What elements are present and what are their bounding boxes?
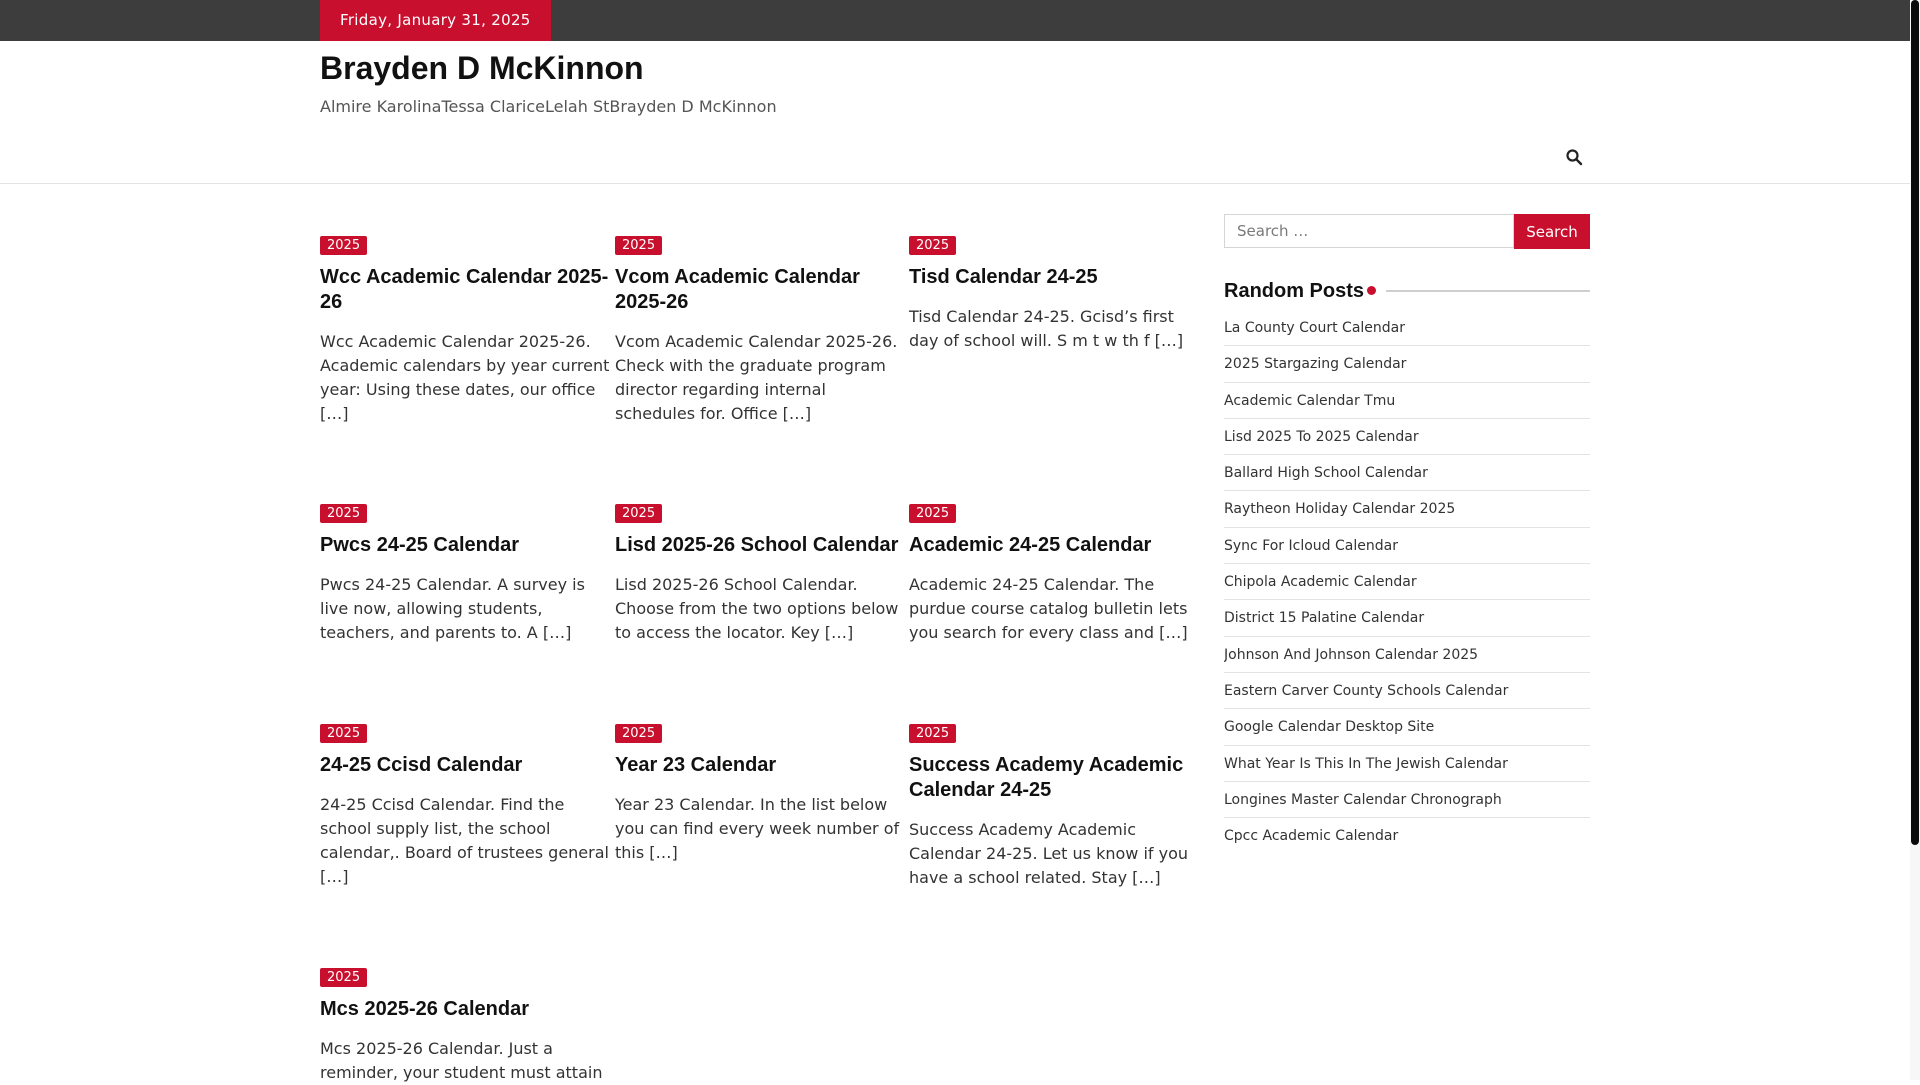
scrollbar-thumb[interactable]: [1911, 0, 1919, 845]
random-post-link[interactable]: La County Court Calendar: [1224, 310, 1590, 346]
post-excerpt: Year 23 Calendar. In the list below you can find every week number of this […]: [615, 795, 900, 862]
heading-dot-decoration: [1367, 286, 1376, 295]
post-excerpt: 24-25 Ccisd Calendar. Find the school supply list, the school calendar,. Board of trustees general […]: [320, 795, 609, 886]
category-badge[interactable]: 2025: [909, 504, 956, 523]
category-badge[interactable]: 2025: [909, 724, 956, 743]
post-card: [320, 722, 610, 889]
category-badge[interactable]: 2025: [615, 504, 662, 523]
random-post-link[interactable]: District 15 Palatine Calendar: [1224, 600, 1590, 636]
category-badge[interactable]: 2025: [615, 236, 662, 255]
category-badge[interactable]: 2025: [615, 724, 662, 743]
random-post-link[interactable]: Google Calendar Desktop Site: [1224, 709, 1590, 745]
random-post-link[interactable]: 2025 Stargazing Calendar: [1224, 346, 1590, 382]
post-title[interactable]: Vcom Academic Calendar 2025-26: [615, 266, 860, 313]
post-title[interactable]: Pwcs 24-25 Calendar: [320, 534, 519, 556]
random-post-link[interactable]: What Year Is This In The Jewish Calendar: [1224, 746, 1590, 782]
random-post-link[interactable]: Raytheon Holiday Calendar 2025: [1224, 491, 1590, 527]
random-post-link[interactable]: Sync For Icloud Calendar: [1224, 528, 1590, 564]
current-date: Friday, January 31, 2025: [320, 0, 551, 41]
post-excerpt: Mcs 2025-26 Calendar. Just a reminder, your student must attain: [320, 1039, 603, 1082]
post-card: [615, 502, 905, 645]
post-card: [909, 722, 1199, 890]
post-excerpt: Tisd Calendar 24-25. Gcisd’s first day of school will. S m t w th f […]: [909, 307, 1184, 350]
post-card: [615, 234, 905, 426]
site-description: Almire KarolinaTessa ClariceLelah StBrayden D McKinnon: [320, 97, 777, 116]
post-title[interactable]: Mcs 2025-26 Calendar: [320, 998, 530, 1020]
random-post-link[interactable]: Cpcc Academic Calendar: [1224, 828, 1399, 845]
post-card: [909, 234, 1199, 353]
post-card: [615, 722, 905, 865]
random-post-link[interactable]: Lisd 2025 To 2025 Calendar: [1224, 419, 1590, 455]
post-excerpt: Vcom Academic Calendar 2025-26. Check with the graduate program director regarding internal schedules for. Office […]: [615, 332, 898, 423]
post-excerpt: Lisd 2025-26 School Calendar. Choose from the two options below to access the locator. Key […]: [615, 575, 899, 642]
post-title[interactable]: 24-25 Ccisd Calendar: [320, 754, 523, 776]
post-title[interactable]: Success Academy Academic Calendar 24-25: [909, 754, 1184, 801]
random-post-link[interactable]: Eastern Carver County Schools Calendar: [1224, 673, 1590, 709]
site-title[interactable]: Brayden D McKinnon: [320, 50, 644, 86]
header-divider: [0, 183, 1910, 184]
post-title[interactable]: Year 23 Calendar: [615, 754, 777, 776]
category-badge[interactable]: 2025: [320, 968, 367, 987]
category-badge[interactable]: 2025: [320, 724, 367, 743]
random-posts-heading: Random Posts: [1224, 280, 1365, 302]
post-title[interactable]: Lisd 2025-26 School Calendar: [615, 534, 899, 556]
post-card: [320, 502, 610, 645]
post-title[interactable]: Academic 24-25 Calendar: [909, 534, 1152, 556]
post-title[interactable]: Wcc Academic Calendar 2025-26: [320, 266, 609, 313]
post-excerpt: Academic 24-25 Calendar. The purdue course catalog bulletin lets you search for every class and […]: [909, 575, 1188, 642]
top-bar: [0, 0, 1910, 41]
category-badge[interactable]: 2025: [909, 236, 956, 255]
post-excerpt: Success Academy Academic Calendar 24-25. Let us know if you have a school related. Stay […]: [909, 820, 1189, 887]
random-posts-list: [1224, 310, 1590, 854]
random-post-link[interactable]: Chipola Academic Calendar: [1224, 564, 1590, 600]
sidebar-search-button[interactable]: Search: [1514, 214, 1590, 249]
random-post-link[interactable]: Longines Master Calendar Chronograph: [1224, 782, 1590, 818]
category-badge[interactable]: 2025: [320, 236, 367, 255]
post-card: [320, 966, 610, 1085]
post-card: [320, 234, 610, 426]
search-icon[interactable]: [1565, 148, 1583, 166]
category-badge[interactable]: 2025: [320, 504, 367, 523]
post-title[interactable]: Tisd Calendar 24-25: [909, 266, 1098, 288]
sidebar-search-input[interactable]: [1224, 214, 1514, 248]
post-excerpt: Wcc Academic Calendar 2025-26. Academic calendars by year current year: Using these dates, our office […]: [320, 332, 610, 423]
random-post-link[interactable]: Ballard High School Calendar: [1224, 455, 1590, 491]
random-post-link[interactable]: Academic Calendar Tmu: [1224, 383, 1590, 419]
post-excerpt: Pwcs 24-25 Calendar. A survey is live now, allowing students, teachers, and parents to. A […]: [320, 575, 585, 642]
heading-rule: [1386, 290, 1590, 292]
random-post-link[interactable]: Johnson And Johnson Calendar 2025: [1224, 637, 1590, 673]
post-card: [909, 502, 1199, 645]
